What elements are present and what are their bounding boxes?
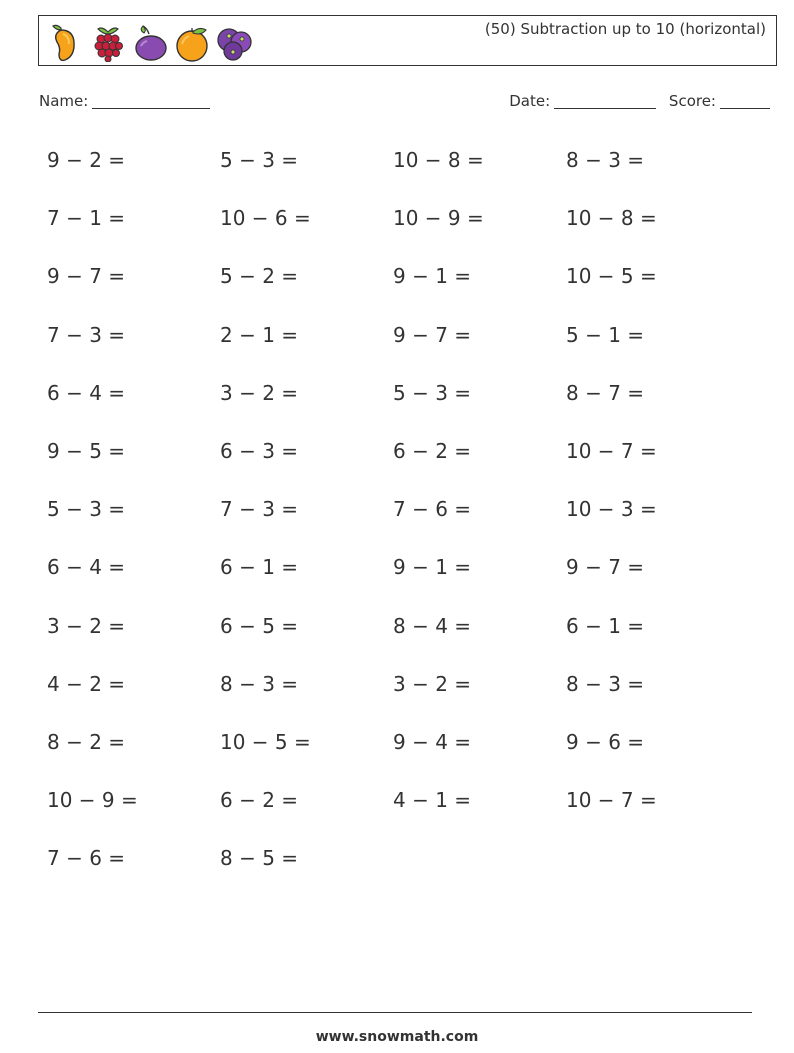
- plum-icon: [131, 22, 169, 62]
- problem-item: 6 − 5 =: [220, 613, 299, 638]
- worksheet-title: (50) Subtraction up to 10 (horizontal): [484, 20, 766, 38]
- problem-item: 10 − 3 =: [566, 497, 657, 522]
- problem-item: 3 − 2 =: [393, 671, 472, 696]
- problem-item: 8 − 3 =: [566, 671, 645, 696]
- problem-item: 10 − 9 =: [47, 788, 138, 813]
- problem-item: 5 − 2 =: [220, 264, 299, 289]
- problem-item: 7 − 6 =: [47, 846, 126, 871]
- problem-item: 7 − 3 =: [47, 322, 126, 347]
- problem-item: 4 − 2 =: [47, 671, 126, 696]
- problem-item: 7 − 6 =: [393, 497, 472, 522]
- problem-item: 10 − 9 =: [393, 206, 484, 231]
- problem-item: 6 − 3 =: [220, 439, 299, 463]
- problem-item: 2 − 1 =: [220, 322, 299, 347]
- problem-item: 4 − 1 =: [393, 788, 472, 813]
- problem-item: 6 − 1 =: [566, 613, 645, 638]
- date-blank[interactable]: [554, 94, 656, 109]
- name-blank[interactable]: [92, 94, 210, 109]
- problem-item: 6 − 1 =: [220, 555, 299, 580]
- problem-item: 9 − 7 =: [393, 322, 472, 347]
- header-box: [38, 15, 777, 66]
- problem-item: 9 − 1 =: [393, 555, 472, 580]
- problem-item: 8 − 4 =: [393, 613, 472, 638]
- problem-item: 10 − 6 =: [220, 206, 311, 231]
- problem-item: 8 − 7 =: [566, 380, 645, 405]
- problem-item: 8 − 3 =: [566, 148, 645, 172]
- orange-icon: [173, 22, 211, 62]
- fruit-row: [47, 20, 253, 64]
- date-score-fields: [509, 92, 770, 110]
- problem-item: 10 − 5 =: [566, 264, 657, 289]
- problem-item: 9 − 7 =: [566, 555, 645, 580]
- problem-item: 8 − 5 =: [220, 846, 299, 871]
- problem-item: 9 − 4 =: [393, 730, 472, 754]
- problem-item: 10 − 7 =: [566, 439, 657, 463]
- problem-item: 8 − 2 =: [47, 730, 126, 754]
- problem-item: 9 − 5 =: [47, 439, 126, 463]
- problem-item: 10 − 8 =: [566, 206, 657, 231]
- problem-item: 3 − 2 =: [220, 380, 299, 405]
- footer-divider: [38, 1012, 752, 1013]
- problem-item: 5 − 3 =: [393, 380, 472, 405]
- problem-item: 9 − 1 =: [393, 264, 472, 289]
- problem-item: 9 − 6 =: [566, 730, 645, 754]
- name-label: Name:: [39, 92, 89, 110]
- mango-icon: [47, 22, 85, 62]
- date-label: Date:: [509, 92, 551, 110]
- problem-item: 9 − 2 =: [47, 148, 126, 172]
- problem-item: 5 − 1 =: [566, 322, 645, 347]
- problem-item: 3 − 2 =: [47, 613, 126, 638]
- problem-item: 6 − 4 =: [47, 555, 126, 580]
- problem-item: 5 − 3 =: [220, 148, 299, 172]
- name-field: [39, 92, 210, 110]
- problem-item: 9 − 7 =: [47, 264, 126, 289]
- problem-item: 10 − 8 =: [393, 148, 484, 172]
- problem-item: 6 − 2 =: [393, 439, 472, 463]
- score-label: Score:: [668, 92, 716, 110]
- problem-item: 7 − 1 =: [47, 206, 126, 231]
- footer-url: www.snowmath.com: [315, 1029, 479, 1045]
- problem-item: 7 − 3 =: [220, 497, 299, 522]
- problem-item: 6 − 2 =: [220, 788, 299, 813]
- raspberry-icon: [89, 22, 127, 62]
- problem-item: 10 − 5 =: [220, 730, 311, 754]
- problem-item: 6 − 4 =: [47, 380, 126, 405]
- problem-item: 5 − 3 =: [47, 497, 126, 522]
- problem-item: 10 − 7 =: [566, 788, 657, 813]
- blueberry-icon: [215, 22, 253, 62]
- problem-item: 8 − 3 =: [220, 671, 299, 696]
- score-blank[interactable]: [720, 94, 770, 109]
